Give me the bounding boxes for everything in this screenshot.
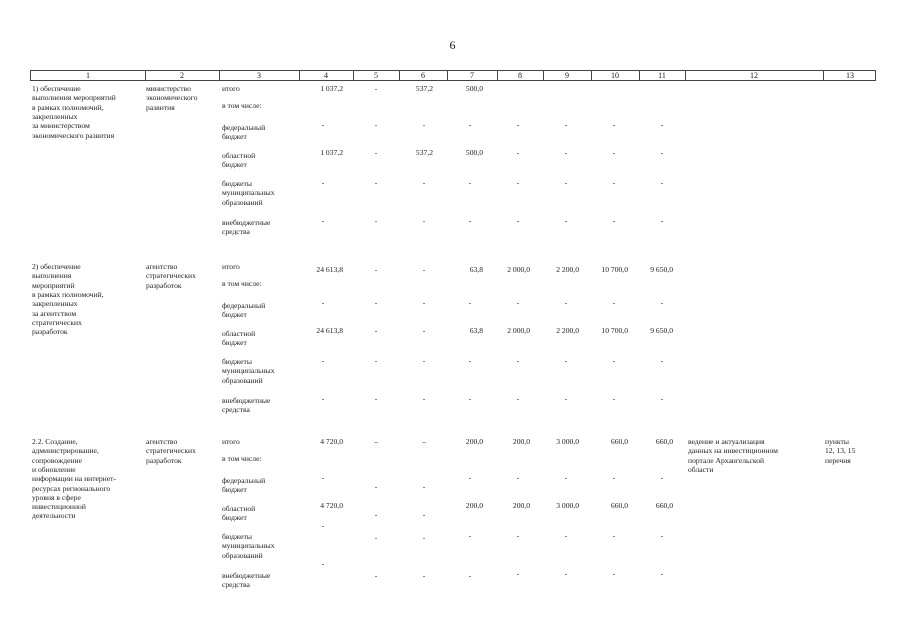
activity-title-line: 2.2. Создание, <box>32 437 78 446</box>
funding-source-line: бюджеты <box>222 357 252 366</box>
funding-source-line: бюджет <box>222 132 247 142</box>
reference-line: пункты <box>825 437 849 446</box>
amount-value: 660,0 <box>655 437 673 446</box>
total-label: итого <box>222 84 240 93</box>
header-separator <box>823 71 824 80</box>
empty-dash: - <box>516 394 520 403</box>
expected-result-line: портале Архангельской <box>688 455 765 465</box>
empty-dash: - <box>660 569 664 578</box>
empty-dash: - <box>422 510 426 519</box>
empty-dash: - <box>374 356 378 365</box>
header-separator <box>543 71 544 80</box>
amount-value: 2 000,0 <box>507 265 530 274</box>
amount-value: 4 720,0 <box>320 437 343 446</box>
funding-source-line: бюджет <box>222 513 247 523</box>
amount-value: 4 720,0 <box>320 501 343 510</box>
empty-dash: - <box>374 533 378 542</box>
amount-value: 500,0 <box>465 148 483 157</box>
empty-dash: - <box>422 533 426 542</box>
header-cell-8: 8 <box>518 71 522 80</box>
empty-dash: - <box>321 298 325 307</box>
empty-dash: - <box>564 394 568 403</box>
empty-dash: - <box>612 356 616 365</box>
empty-dash: - <box>321 216 325 225</box>
header-separator <box>497 71 498 80</box>
header-cell-3: 3 <box>257 71 261 80</box>
funding-source-line: бюджет <box>222 338 247 348</box>
activity-title-line: в рамках полномочий, <box>32 289 104 299</box>
empty-dash: - <box>612 148 616 157</box>
activity-title-line: в рамках полномочий, <box>32 102 104 112</box>
empty-dash: - <box>321 559 325 568</box>
funding-source-line: муниципальных <box>222 366 275 376</box>
empty-dash: - <box>374 298 378 307</box>
funding-source-line: внебюджетные <box>222 396 271 405</box>
reference-line: 12, 13, 15 <box>825 446 856 456</box>
empty-dash: - <box>468 394 472 403</box>
activity-title-line: информации на интернет- <box>32 474 116 484</box>
empty-dash: - <box>660 148 664 157</box>
funding-source-line: образований <box>222 197 263 207</box>
empty-dash: - <box>422 394 426 403</box>
empty-dash: - <box>612 394 616 403</box>
header-separator <box>447 71 448 80</box>
activity-title-line: выполнения мероприятий <box>32 93 116 103</box>
activity-title-line: стратегических <box>32 317 82 327</box>
including-label: в том числе: <box>222 279 262 288</box>
empty-dash: - <box>564 148 568 157</box>
amount-value: 2 200,0 <box>556 326 579 335</box>
amount-value: 3 000,0 <box>556 437 579 446</box>
empty-dash: - <box>468 473 472 482</box>
funding-source-line: областной <box>222 151 256 160</box>
amount-value: 1 037,2 <box>320 84 343 93</box>
funding-source-line: бюджет <box>222 160 247 170</box>
funding-source-line: внебюджетные <box>222 218 271 227</box>
amount-value: 500,0 <box>465 84 483 93</box>
empty-dash: - <box>422 356 426 365</box>
executor-line: агентство <box>146 437 178 446</box>
activity-title-line: экономического развития <box>32 130 115 140</box>
funding-source-line: средства <box>222 227 250 237</box>
empty-dash: - <box>660 394 664 403</box>
empty-dash: - <box>468 298 472 307</box>
empty-dash: - <box>374 84 378 93</box>
amount-value: 200,0 <box>512 437 530 446</box>
empty-dash: - <box>468 178 472 187</box>
activity-title-line: выполнения <box>32 271 72 281</box>
header-separator <box>145 71 146 80</box>
empty-dash: - <box>660 356 664 365</box>
executor-line: стратегических <box>146 446 196 456</box>
amount-value: 660,0 <box>610 437 628 446</box>
empty-dash: - <box>612 569 616 578</box>
header-separator <box>591 71 592 80</box>
funding-source-line: внебюджетные <box>222 571 271 580</box>
empty-dash: - <box>374 148 378 157</box>
amount-value: 24 613,8 <box>316 265 343 274</box>
empty-dash: - <box>422 216 426 225</box>
empty-dash: - <box>321 178 325 187</box>
expected-result-line: ведение и актуализация <box>688 437 765 446</box>
amount-value: 200,0 <box>465 501 483 510</box>
empty-dash: _ <box>422 435 426 444</box>
empty-dash: - <box>374 571 378 580</box>
header-separator <box>639 71 640 80</box>
header-cell-2: 2 <box>180 71 184 80</box>
empty-dash: - <box>321 394 325 403</box>
empty-dash: - <box>468 356 472 365</box>
funding-source-line: бюджет <box>222 485 247 495</box>
funding-source-line: средства <box>222 405 250 415</box>
activity-title-line: за агентством <box>32 308 77 318</box>
empty-dash: - <box>564 356 568 365</box>
executor-line: министерство <box>146 84 191 93</box>
amount-value: 200,0 <box>512 501 530 510</box>
empty-dash: - <box>374 265 378 274</box>
funding-source-line: муниципальных <box>222 541 275 551</box>
empty-dash: - <box>516 216 520 225</box>
empty-dash: - <box>374 394 378 403</box>
header-separator <box>685 71 686 80</box>
empty-dash: - <box>422 326 426 335</box>
empty-dash: - <box>422 482 426 491</box>
funding-source-line: муниципальных <box>222 188 275 198</box>
empty-dash: - <box>321 120 325 129</box>
amount-value: 63,8 <box>469 265 483 274</box>
amount-value: 3 000,0 <box>556 501 579 510</box>
amount-value: 200,0 <box>465 437 483 446</box>
empty-dash: - <box>564 531 568 540</box>
empty-dash: - <box>612 178 616 187</box>
expected-result-line: данных на инвестиционном <box>688 446 778 456</box>
activity-title-line: разработок <box>32 327 68 337</box>
including-label: в том числе: <box>222 454 262 463</box>
executor-line: разработок <box>146 280 182 290</box>
activity-title-line: ресурсах регионального <box>32 483 111 493</box>
empty-dash: - <box>422 571 426 580</box>
executor-line: развития <box>146 102 175 112</box>
amount-value: 63,8 <box>469 326 483 335</box>
amount-value: 2 000,0 <box>507 326 530 335</box>
header-cell-11: 11 <box>658 71 666 80</box>
activity-title-line: закрепленных <box>32 111 78 121</box>
empty-dash: - <box>468 216 472 225</box>
activity-title-line: 1) обеспечение <box>32 84 81 93</box>
empty-dash: - <box>660 531 664 540</box>
activity-title-line: инвестиционной <box>32 502 86 512</box>
empty-dash: - <box>321 356 325 365</box>
empty-dash: - <box>516 178 520 187</box>
activity-title-line: за министерством <box>32 121 90 131</box>
executor-line: агентство <box>146 262 178 271</box>
empty-dash: - <box>422 265 426 274</box>
total-label: итого <box>222 437 240 446</box>
empty-dash: - <box>564 473 568 482</box>
header-cell-12: 12 <box>750 71 758 80</box>
empty-dash: - <box>612 473 616 482</box>
empty-dash: - <box>468 571 472 580</box>
expected-result-line: области <box>688 464 714 474</box>
empty-dash: - <box>374 216 378 225</box>
header-separator <box>353 71 354 80</box>
header-cell-1: 1 <box>86 71 90 80</box>
header-cell-13: 13 <box>846 71 854 80</box>
empty-dash: - <box>516 298 520 307</box>
amount-value: 537,2 <box>415 148 433 157</box>
empty-dash: - <box>516 148 520 157</box>
empty-dash: - <box>374 482 378 491</box>
empty-dash: - <box>564 569 568 578</box>
header-cell-6: 6 <box>421 71 425 80</box>
table-header-row <box>30 70 876 81</box>
empty-dash: - <box>516 569 520 578</box>
empty-dash: - <box>660 216 664 225</box>
amount-value: 660,0 <box>655 501 673 510</box>
funding-source-line: средства <box>222 580 250 590</box>
header-separator <box>219 71 220 80</box>
empty-dash: - <box>422 178 426 187</box>
empty-dash: - <box>374 326 378 335</box>
activity-title-line: закрепленных <box>32 299 78 309</box>
page-number: 6 <box>449 38 456 52</box>
empty-dash: - <box>516 120 520 129</box>
amount-value: 10 700,0 <box>601 326 628 335</box>
amount-value: 10 700,0 <box>601 265 628 274</box>
empty-dash: - <box>516 473 520 482</box>
amount-value: 9 650,0 <box>650 326 673 335</box>
amount-value: 660,0 <box>610 501 628 510</box>
amount-value: 2 200,0 <box>556 265 579 274</box>
empty-dash: - <box>564 216 568 225</box>
activity-title-line: деятельности <box>32 511 76 521</box>
empty-dash: _ <box>374 435 378 444</box>
including-label: в том числе: <box>222 101 262 110</box>
funding-source-line: областной <box>222 504 256 513</box>
header-cell-5: 5 <box>374 71 378 80</box>
empty-dash: - <box>321 521 325 530</box>
funding-source-line: федеральный <box>222 476 266 485</box>
funding-source-line: федеральный <box>222 301 266 310</box>
header-cell-4: 4 <box>324 71 328 80</box>
funding-source-line: бюджеты <box>222 179 252 188</box>
total-label: итого <box>222 262 240 271</box>
header-separator <box>399 71 400 80</box>
header-cell-10: 10 <box>611 71 619 80</box>
empty-dash: - <box>422 120 426 129</box>
empty-dash: - <box>660 298 664 307</box>
empty-dash: - <box>374 510 378 519</box>
header-separator <box>299 71 300 80</box>
funding-source-line: бюджет <box>222 310 247 320</box>
executor-line: стратегических <box>146 271 196 281</box>
reference-line: перечня <box>825 455 851 465</box>
activity-title-line: сопровождение <box>32 455 82 465</box>
empty-dash: - <box>468 120 472 129</box>
amount-value: 9 650,0 <box>650 265 673 274</box>
empty-dash: - <box>660 473 664 482</box>
activity-title-line: и обновление <box>32 464 76 474</box>
empty-dash: - <box>612 120 616 129</box>
empty-dash: - <box>516 356 520 365</box>
activity-title-line: администрирование, <box>32 446 99 456</box>
funding-source-line: бюджеты <box>222 532 252 541</box>
amount-value: 537,2 <box>415 84 433 93</box>
empty-dash: - <box>422 298 426 307</box>
header-cell-9: 9 <box>565 71 569 80</box>
empty-dash: - <box>321 473 325 482</box>
funding-source-line: областной <box>222 329 256 338</box>
executor-line: экономического <box>146 93 198 103</box>
activity-title-line: мероприятий <box>32 280 75 290</box>
empty-dash: - <box>374 120 378 129</box>
header-cell-7: 7 <box>470 71 474 80</box>
empty-dash: - <box>374 178 378 187</box>
empty-dash: - <box>612 216 616 225</box>
funding-source-line: образований <box>222 550 263 560</box>
empty-dash: - <box>660 178 664 187</box>
empty-dash: - <box>564 120 568 129</box>
amount-value: 24 613,8 <box>316 326 343 335</box>
empty-dash: - <box>564 178 568 187</box>
activity-title-line: 2) обеспечение <box>32 262 81 271</box>
amount-value: 1 037,2 <box>320 148 343 157</box>
empty-dash: - <box>612 531 616 540</box>
funding-source-line: федеральный <box>222 123 266 132</box>
empty-dash: - <box>468 531 472 540</box>
empty-dash: - <box>564 298 568 307</box>
activity-title-line: уровня в сфере <box>32 492 81 502</box>
funding-source-line: образований <box>222 375 263 385</box>
empty-dash: - <box>612 298 616 307</box>
empty-dash: - <box>660 120 664 129</box>
executor-line: разработок <box>146 455 182 465</box>
empty-dash: - <box>516 531 520 540</box>
